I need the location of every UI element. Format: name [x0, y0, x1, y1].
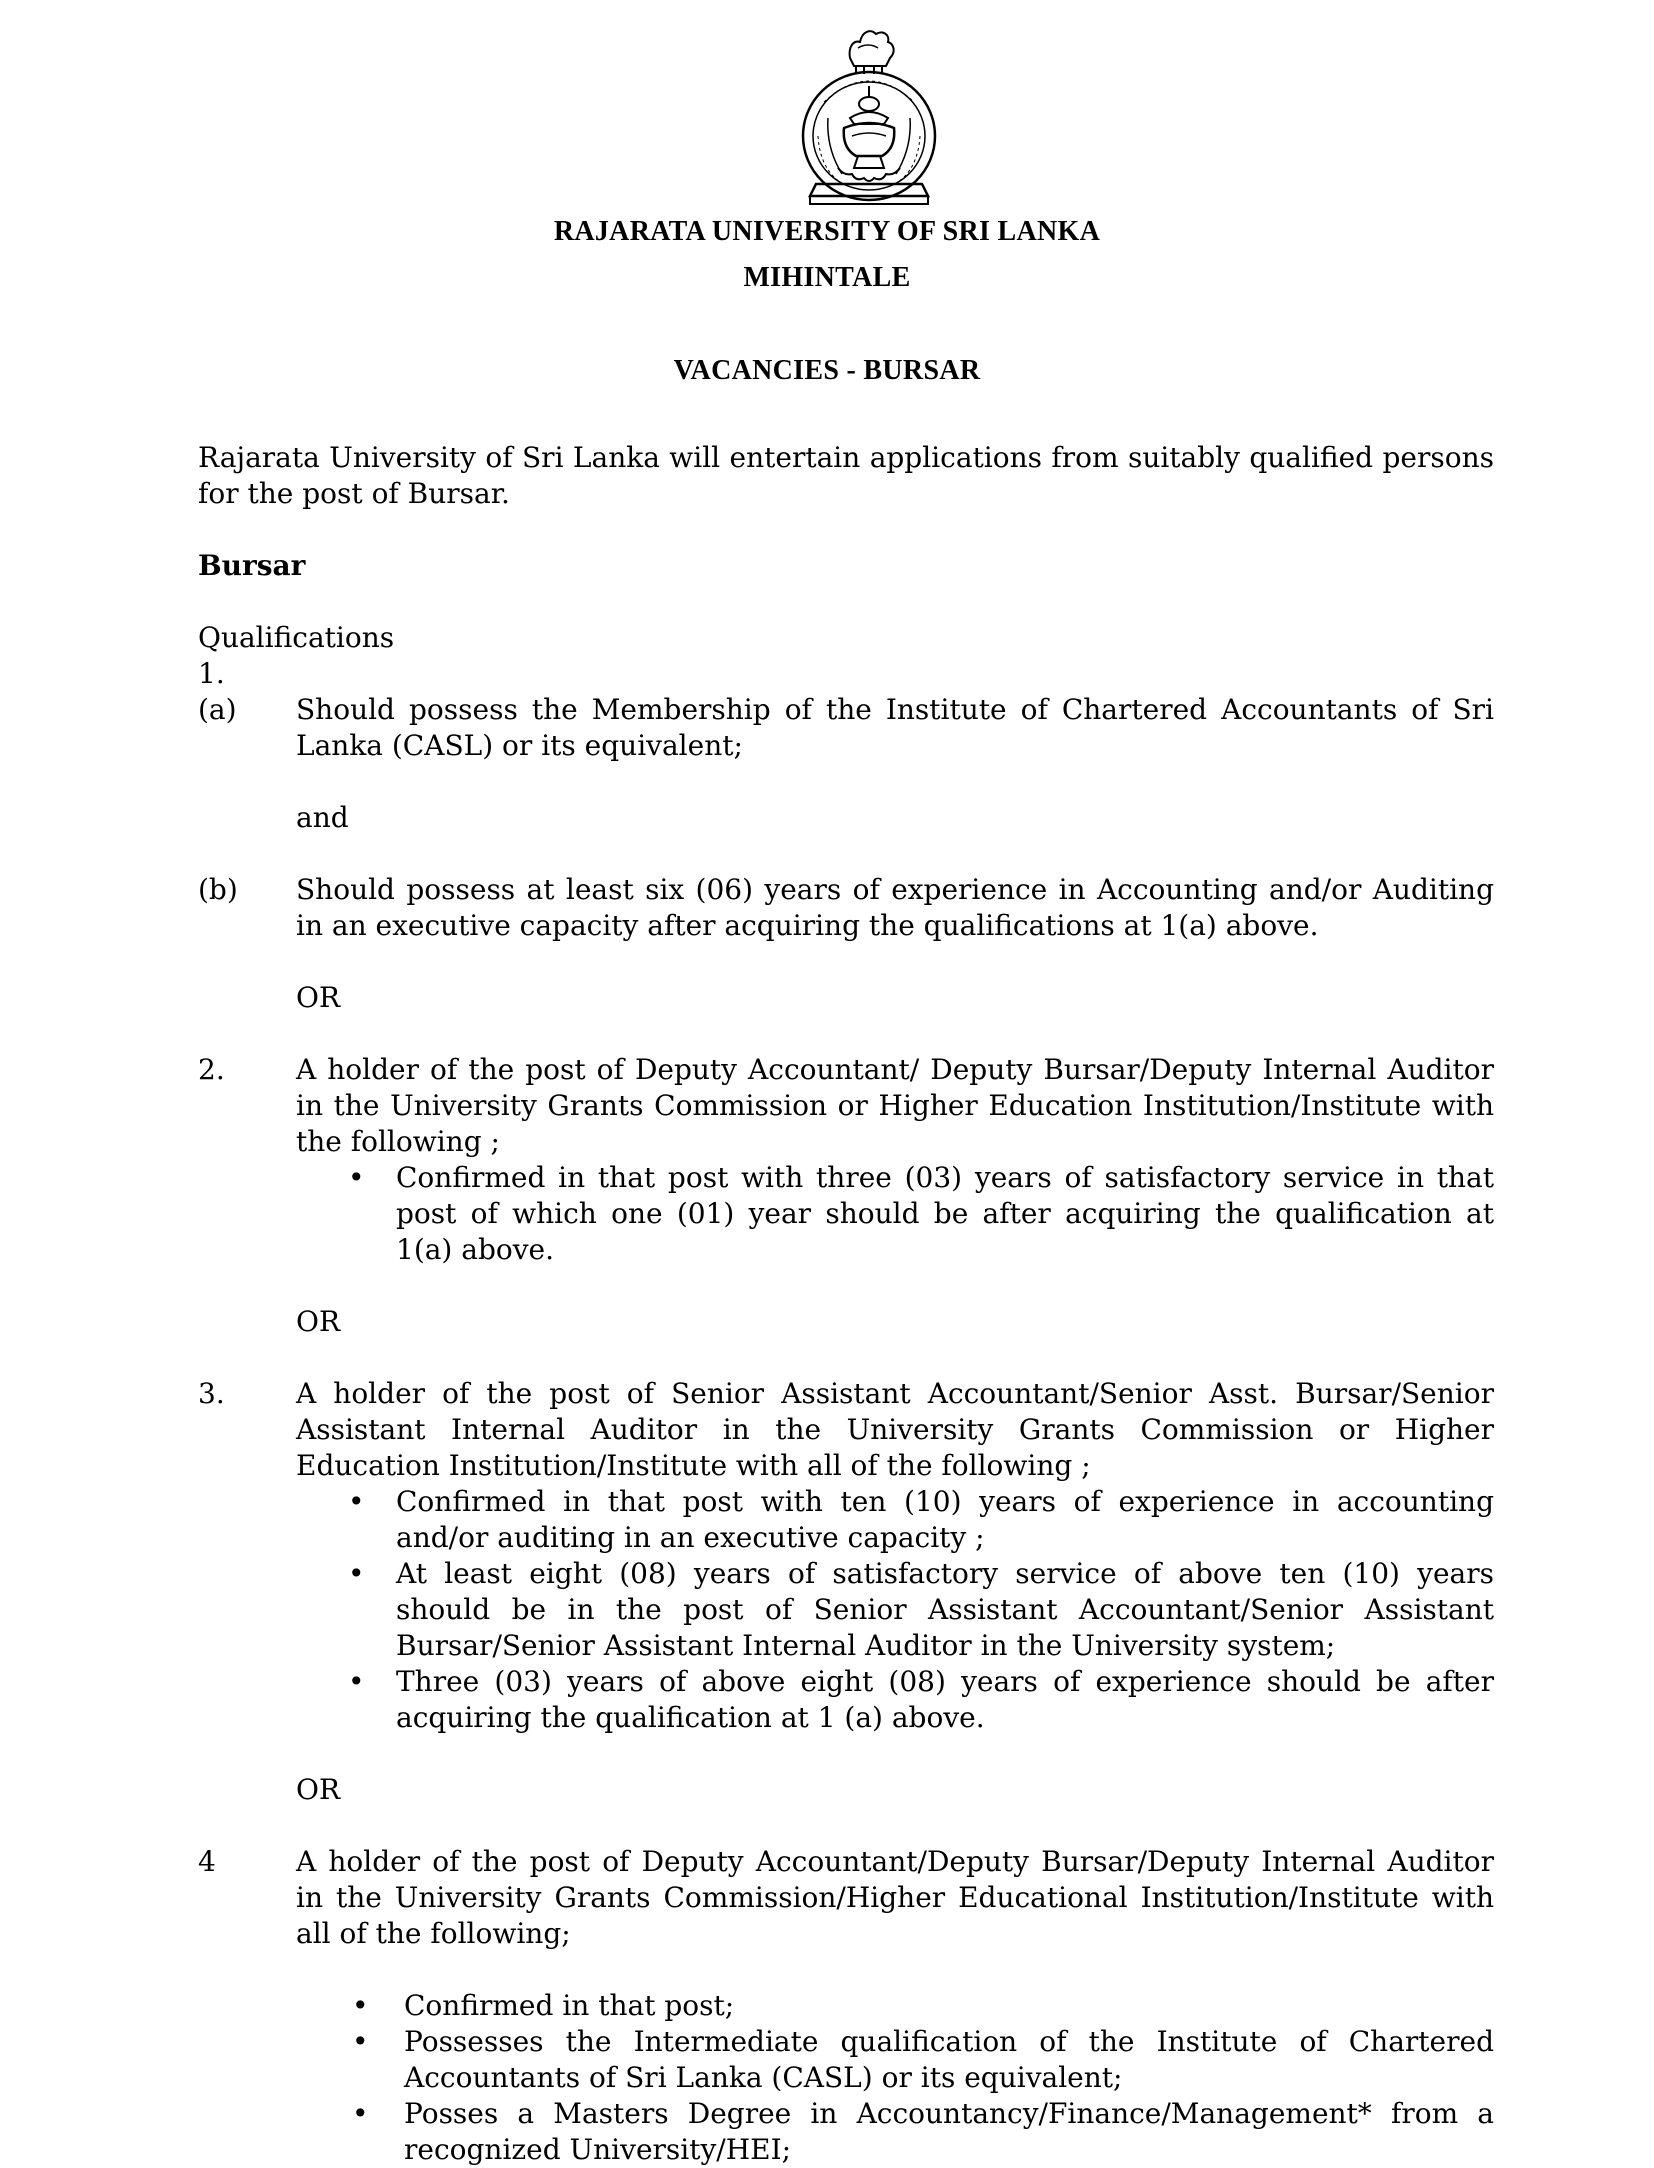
q3-item	[198, 1376, 1494, 1736]
bullet-icon: •	[352, 1989, 369, 2022]
bullet-icon: •	[352, 2025, 369, 2058]
q4-text: A holder of the post of Deputy Accountant/Deputy Bursar/Deputy Internal Auditor in the University Grants Commission/Higher Educational Institution/Institute with all of the following;	[296, 1845, 1494, 1950]
bullet-icon: •	[348, 1557, 365, 1590]
q1-number: 1.	[198, 657, 225, 690]
q1-or: OR	[296, 981, 341, 1014]
q2-bullet-list	[296, 1160, 1494, 1268]
q1-b-label: (b)	[198, 873, 238, 906]
university-location: MIHINTALE	[743, 262, 911, 293]
q4-bullet-1: • Possesses the Intermediate qualification of the Institute of Chartered Accountants of Sri Lanka (CASL) or its equivalent;	[352, 2025, 1494, 2094]
university-crest-icon	[798, 18, 940, 208]
q2-item	[198, 1052, 1494, 1268]
q1-b-item	[198, 872, 1494, 944]
q1-b-text: Should possess at least six (06) years of experience in Accounting and/or Auditing in an executive capacity after acquiring the qualifications at 1(a) above.	[296, 873, 1494, 942]
q1-a-text: Should possess the Membership of the Institute of Chartered Accountants of Sri Lanka (CASL) or its equivalent;	[296, 693, 1494, 762]
document-body	[198, 440, 1494, 2168]
bullet-icon: •	[348, 1161, 365, 1194]
q3-bullet-0: • Confirmed in that post with ten (10) years of experience in accounting and/or auditing in an executive capacity ;	[348, 1485, 1494, 1554]
q3-bullet-2: • Three (03) years of above eight (08) years of experience should be after acquiring the qualification at 1 (a) above.	[348, 1665, 1494, 1734]
bullet-icon: •	[348, 1665, 365, 1698]
q4-bullet-0: • Confirmed in that post;	[352, 1989, 735, 2022]
q3-bullet-1: • At least eight (08) years of satisfactory service of above ten (10) years should be in the post of Senior Assistant Accountant/Senior Assistant Bursar/Senior Assistant Internal Auditor in the University system;	[348, 1557, 1494, 1662]
q2-or: OR	[296, 1305, 341, 1338]
q4-number: 4	[198, 1845, 216, 1878]
q4-item	[198, 1844, 1494, 2168]
q4-bullet-2: • Posses a Masters Degree in Accountancy/Finance/Management* from a recognized University/HEI;	[352, 2097, 1494, 2166]
q2-number: 2.	[198, 1053, 225, 1086]
post-title: Bursar	[198, 549, 306, 582]
q3-number: 3.	[198, 1377, 225, 1410]
q3-text: A holder of the post of Senior Assistant Accountant/Senior Asst. Bursar/Senior Assistant Internal Auditor in the University Grants Commission or Higher Education Institution/Institute with all of the following ;	[296, 1377, 1494, 1482]
q1-a-item	[198, 692, 1494, 764]
qualifications-heading: Qualifications	[198, 621, 395, 654]
page-title: VACANCIES - BURSAR	[673, 355, 981, 386]
q1-a-label: (a)	[198, 693, 237, 726]
q1-and: and	[296, 801, 349, 834]
bullet-icon: •	[348, 1485, 365, 1518]
university-name: RAJARATA UNIVERSITY OF SRI LANKA	[553, 216, 1101, 247]
q3-bullet-list	[296, 1484, 1494, 1736]
bullet-icon: •	[352, 2097, 369, 2130]
intro-paragraph: Rajarata University of Sri Lanka will entertain applications from suitably qualified persons for the post of Bursar.	[198, 441, 1494, 510]
q2-bullet-0: • Confirmed in that post with three (03) years of satisfactory service in that post of which one (01) year should be after acquiring the qualification at 1(a) above.	[348, 1161, 1494, 1266]
q2-text: A holder of the post of Deputy Accountant/ Deputy Bursar/Deputy Internal Auditor in the University Grants Commission or Higher Education Institution/Institute with the following ;	[296, 1053, 1494, 1158]
q4-bullet-list	[296, 1988, 1494, 2168]
q3-or: OR	[296, 1773, 341, 1806]
